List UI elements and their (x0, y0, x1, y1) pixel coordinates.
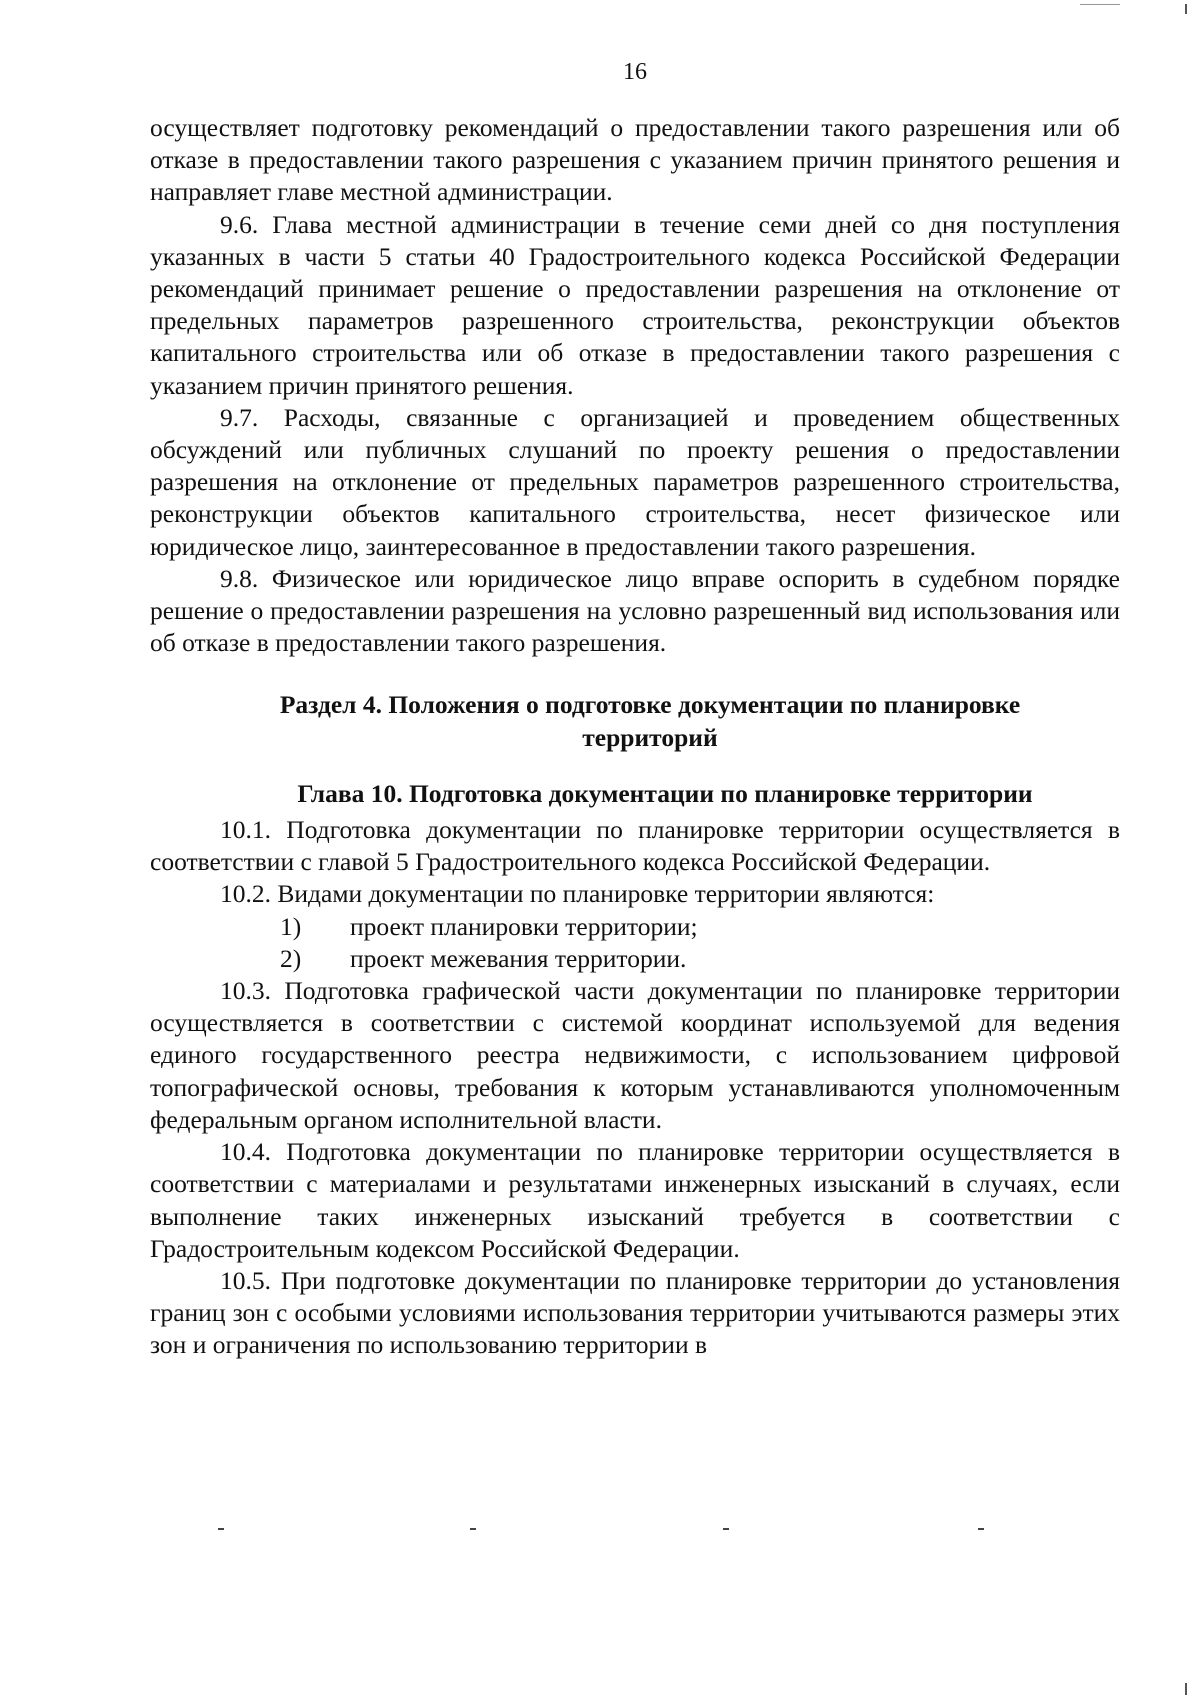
scan-dot (723, 1528, 729, 1530)
paragraph-10-5: 10.5. При подготовке документации по планировке территории до установления границ зон с особыми условиями использования территории учитываются размеры этих зон и ограничения по использованию территории в (150, 1265, 1120, 1360)
list-item-text: проект планировки территории; (350, 911, 698, 941)
paragraph-9-8: 9.8. Физическое или юридическое лицо вправе оспорить в судебном порядке решение о предоставлении разрешения на условно разрешенный вид использования или об отказе в предоставлении такого разрешения. (150, 563, 1120, 658)
scan-dot (978, 1528, 984, 1530)
paragraph-10-1: 10.1. Подготовка документации по планировке территории осуществляется в соответствии с главой 5 Градостроительного кодекса Российской Федерации. (150, 815, 1120, 877)
section-heading: Раздел 4. Положения о подготовке документации по планировке территорий (279, 690, 1021, 752)
scan-dot (218, 1528, 224, 1530)
paragraph-10-2: 10.2. Видами документации по планировке территории являются: (220, 879, 935, 909)
list-item (150, 911, 1120, 943)
footer-scan-marks (0, 1528, 1200, 1538)
paragraph-10-4: 10.4. Подготовка документации по планировке территории осуществляется в соответствии с материалами и результатами инженерных изысканий в случаях, если выполнение таких инженерных изысканий требуется в соответствии с Градостроительным кодексом Российской Федерации. (150, 1137, 1120, 1263)
scan-mark-bottom-right (1185, 1683, 1187, 1695)
scan-dot (470, 1528, 476, 1530)
paragraph-9-7: 9.7. Расходы, связанные с организацией и проведением общественных обсуждений или публичных слушаний по проекту решения о предоставлении разрешения на отклонение от предельных параметров разрешенного строительства, реконструкции объектов капитального строительства, несет физическое или юридическое лицо, заинтересованное в предоставлении такого разрешения. (150, 402, 1120, 561)
list-item-text: проект межевания территории. (350, 943, 687, 973)
chapter-heading: Глава 10. Подготовка документации по планировке территории (297, 778, 1033, 808)
paragraph-9-6: 9.6. Глава местной администрации в течение семи дней со дня поступления указанных в части 5 статьи 40 Градостроительного кодекса Российской Федерации рекомендаций принимает решение о предоставлении разрешения на отклонение от предельных параметров разрешенного строительства, реконструкции объектов капитального строительства или об отказе в предоставлении такого разрешения с указанием причин принятого решения. (150, 209, 1120, 400)
document-body (150, 112, 1120, 1362)
list-item-number: 2) (280, 943, 302, 973)
list-item (150, 943, 1120, 975)
paragraph-10-3: 10.3. Подготовка графической части документации по планировке территории осуществляется в соответствии с системой координат используемой для ведения единого государственного реестра недвижимости, с использованием цифровой топографической основы, требования к которым устанавливаются уполномоченным федеральным органом исполнительной власти. (150, 976, 1120, 1134)
paragraph-continuation: осуществляет подготовку рекомендаций о предоставлении такого разрешения или об отказе в предоставлении такого разрешения с указанием причин принятого решения и направляет главе местной администрации. (150, 113, 1120, 207)
list-item-number: 1) (280, 911, 302, 941)
scan-mark-top-right (1185, 4, 1187, 14)
page-number: 16 (623, 59, 647, 85)
scan-mark-top-dash (1080, 4, 1120, 5)
